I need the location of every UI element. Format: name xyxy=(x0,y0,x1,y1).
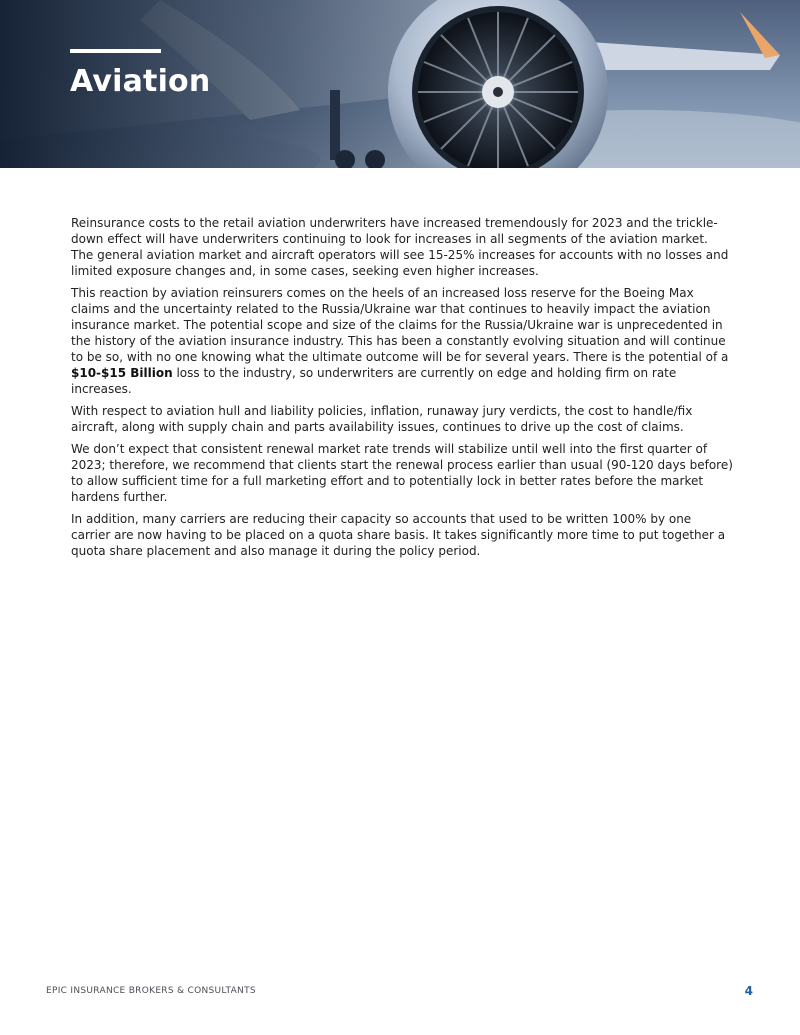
paragraph: With respect to aviation hull and liability policies, inflation, runaway jury verdicts, the cost to handle/fix aircraft, along with supply chain and parts availability issues, continues to drive up the cost of claims. xyxy=(71,404,693,434)
paragraph xyxy=(71,285,733,397)
header-banner xyxy=(0,0,800,168)
paragraph: In addition, many carriers are reducing their capacity so accounts that used to be written 100% by one carrier are now having to be placed on a quota share basis. It takes significantly more time to put together a quota share placement and also manage it during the policy period. xyxy=(71,512,726,558)
page-number: 4 xyxy=(744,984,753,998)
loss-estimate-highlight: $10-$15 Billion xyxy=(71,366,173,380)
paragraph-text: loss to the industry, so underwriters are currently on edge and holding firm on rate increases. xyxy=(71,366,677,396)
paragraph-text: This reaction by aviation reinsurers comes on the heels of an increased loss reserve for the Boeing Max claims and the uncertainty related to the Russia/Ukraine war that continues to heavily impact the aviation insurance market. The potential scope and size of the claims for the Russia/Ukraine war is unprecedented in the history of the aviation insurance industry. This has been a constantly evolving situation and will continue to be so, with no one knowing what the ultimate outcome will be for several years. There is the potential of a xyxy=(71,286,729,364)
page-title: Aviation xyxy=(70,64,211,99)
title-accent-line xyxy=(70,49,161,53)
article-body xyxy=(71,215,733,565)
paragraph: We don’t expect that consistent renewal market rate trends will stabilize until well into the first quarter of 2023; therefore, we recommend that clients start the renewal process earlier than usual (90-120 days before) to allow sufficient time for a full marketing effort and to potentially lock in better rates before the market hardens further. xyxy=(71,442,733,504)
paragraph: Reinsurance costs to the retail aviation underwriters have increased tremendously for 2023 and the trickle-down effect will have underwriters continuing to look for increases in all segments of the aviation market. The general aviation market and aircraft operators will see 15-25% increases for accounts with no losses and limited exposure changes and, in some cases, seeking even higher increases. xyxy=(71,216,729,278)
footer-company-name: EPIC INSURANCE BROKERS & CONSULTANTS xyxy=(46,986,256,996)
